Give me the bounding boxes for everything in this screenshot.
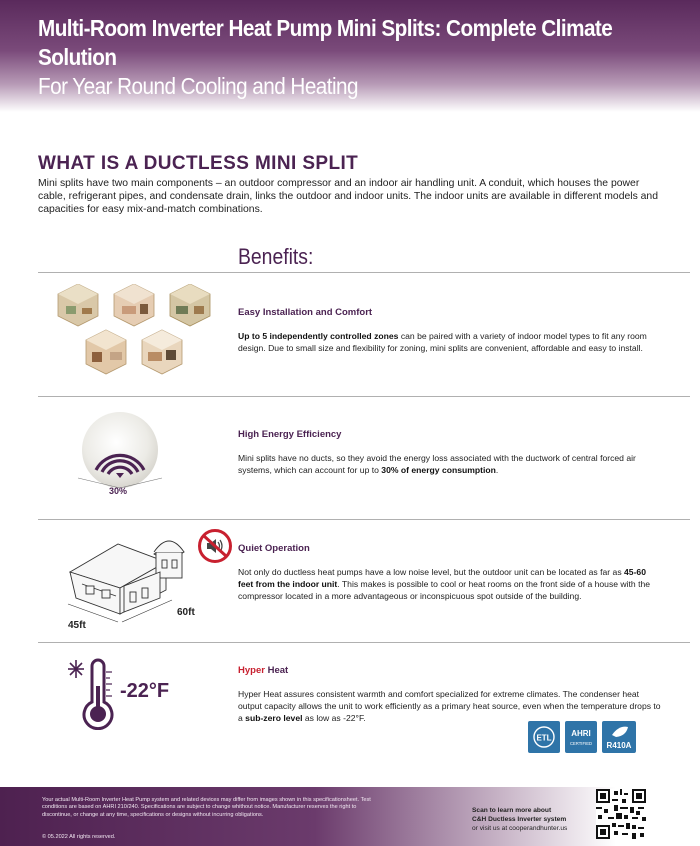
etl-badge-text: ETL: [536, 733, 552, 743]
distance-label-right: 60ft: [177, 607, 195, 618]
benefit-body-text: as low as -22°F.: [302, 713, 366, 723]
benefit-body-efficiency: [238, 452, 658, 476]
heading-rest: Heat: [264, 665, 289, 676]
benefit-heading-hyper-heat: [238, 665, 288, 676]
benefit-body-installation: [238, 330, 658, 354]
benefit-body-text: . This makes is possible to cool or heat rooms on the front side of a house with the compressor located in a more advantageous or inconspicuous spot outside of the building.: [238, 579, 651, 601]
no-sound-icon: [197, 528, 233, 564]
benefit-body-text: Not only do ductless heat pumps have a low noise level, but the outdoor unit can be located as far as: [238, 567, 625, 577]
room-cube: [86, 330, 126, 374]
etl-badge: [528, 721, 560, 753]
ahri-badge-subtext: CERTIFIED: [569, 741, 593, 746]
scan-callout: [472, 806, 592, 833]
certification-badges: [528, 721, 636, 753]
heading-accent: Hyper: [238, 665, 265, 676]
benefit-body-quiet: [238, 566, 658, 602]
temperature-label: -22°F: [120, 680, 170, 702]
benefit-heading-quiet: Quiet Operation: [238, 543, 310, 554]
ahri-badge: [565, 721, 597, 753]
room-cube: [58, 284, 98, 326]
benefit-heading-installation: Easy Installation and Comfort: [238, 307, 373, 318]
intro-paragraph: Mini splits have two main components – an outdoor compressor and an indoor air handling unit. A conduit, which houses the power cable, refrigerant pipes, and condensate drain, links the outdoor and indoor units. The indoor units are available in different models and capacities for easy mix-and-match combinations.: [38, 178, 658, 215]
divider: [38, 272, 690, 273]
r410a-badge: [602, 721, 636, 753]
divider: [38, 396, 690, 397]
scan-line-1: Scan to learn more about: [472, 807, 552, 814]
benefit-body-text: Mini splits have no ducts, so they avoid the energy loss associated with the ductwork of central forced air systems, which can account for up to: [238, 453, 636, 475]
benefit-body-bold: 30% of energy consumption: [381, 465, 496, 475]
scan-line-3[interactable]: or visit us at cooperandhunter.us: [472, 825, 568, 832]
footer-copyright: © 05.2022 All rights reserved.: [42, 834, 116, 840]
qr-code-icon[interactable]: [596, 789, 646, 839]
benefit-body-bold: Up to 5 independently controlled zones: [238, 331, 399, 341]
scan-line-2: C&H Ductless Inverter system: [472, 816, 567, 823]
benefit-body-bold: 45-60 feet from the indoor unit: [238, 567, 646, 589]
efficiency-percent-label: 30%: [109, 486, 128, 496]
benefit-body-text: can be paired with a variety of indoor model types to fit any room design. Due to small size and flexibility for zoning, mini splits are convenient, affordable and easy to install.: [238, 331, 647, 353]
room-cube: [170, 284, 210, 326]
title-line-2: For Year Round Cooling and Heating: [38, 73, 358, 99]
title-line-1: Multi-Room Inverter Heat Pump Mini Splits: Complete Climate Solution: [38, 15, 613, 70]
benefit-heading-efficiency: High Energy Efficiency: [238, 429, 342, 440]
thermometer-icon: [66, 658, 126, 730]
section-title: WHAT IS A DUCTLESS MINI SPLIT: [38, 153, 359, 174]
room-cube: [142, 330, 182, 374]
ahri-badge-text: AHRI: [571, 729, 591, 738]
room-cube: [114, 284, 154, 326]
benefit-body-bold: sub-zero level: [245, 713, 303, 723]
divider: [38, 519, 690, 520]
benefit-body-text: Hyper Heat assures consistent warmth and comfort specialized for extreme climates. The condenser heat output capacity allows the unit to work efficiently as a primary heat source, even when the temperature drops to a: [238, 689, 661, 723]
footer-disclaimer: Your actual Multi-Room Inverter Heat Pump system and related devices may differ from images shown in this specificationsheet. Test conditions are based on AHRI 210/240. Specifications are subject to change whithout notice. Manufacturer reserves the right to discontinue, or change at any time, specifications or designs without incurring obligations.: [42, 797, 371, 818]
divider: [38, 642, 690, 643]
rooms-cubes-illustration: [56, 284, 216, 380]
snowflake-icon: [68, 660, 84, 678]
benefit-body-text: .: [495, 465, 499, 475]
benefit-body-hyper-heat: [238, 688, 662, 724]
r410a-badge-text: R410A: [606, 741, 632, 750]
distance-label-left: 45ft: [68, 620, 86, 631]
page-title: [38, 14, 614, 101]
house-drawing: [70, 541, 184, 614]
benefits-heading: Benefits:: [238, 244, 314, 269]
